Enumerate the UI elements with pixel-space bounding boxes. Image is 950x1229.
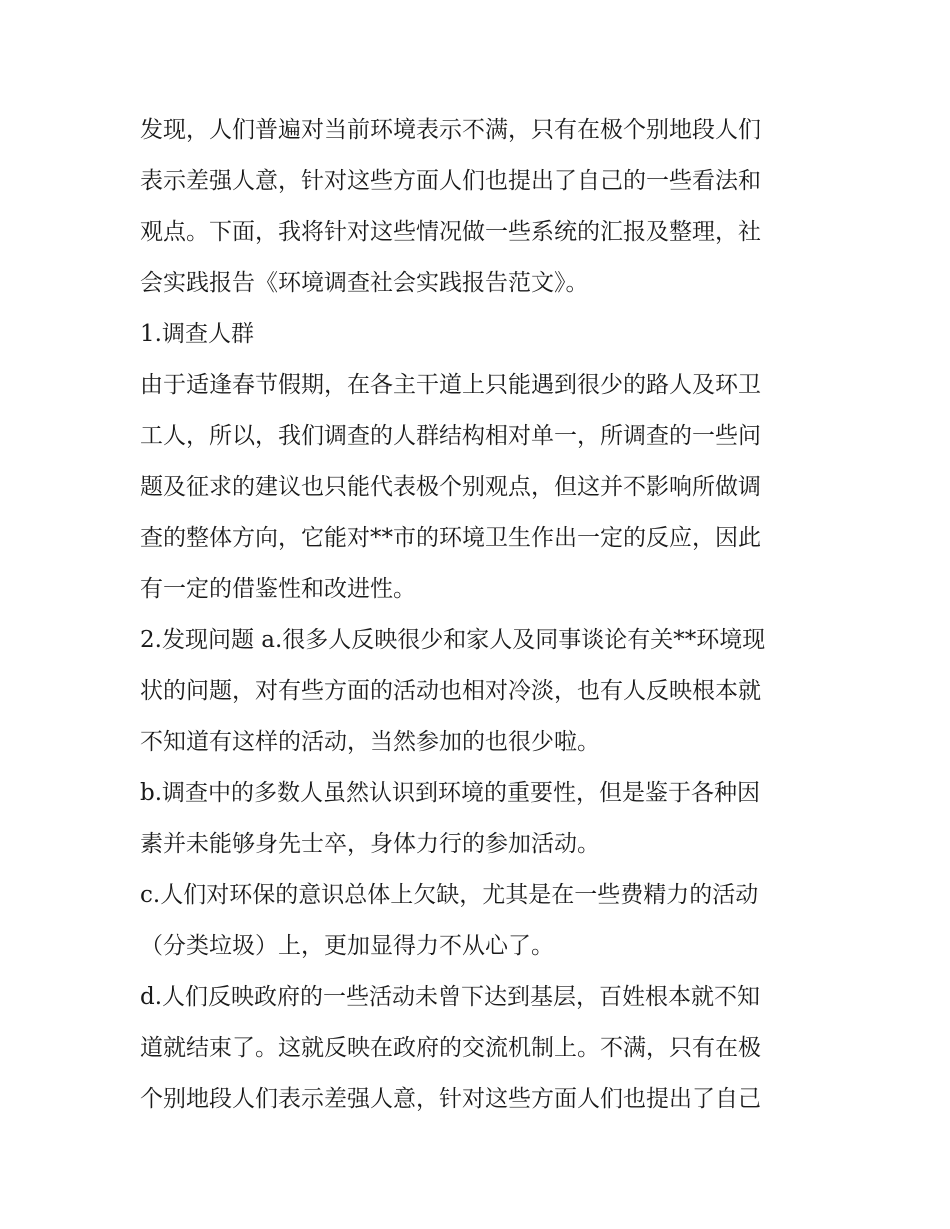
text-line: 题及征求的建议也只能代表极个别观点，但这并不影响所做调 [140, 474, 761, 500]
text-line: 表示差强人意，针对这些方面人们也提出了自己的一些看法和 [140, 168, 761, 194]
text-line: 由于适逢春节假期，在各主干道上只能遇到很少的路人及环卫 [140, 372, 761, 398]
text-line: （分类垃圾）上，更加显得力不从心了。 [140, 933, 554, 959]
text-line: 素并未能够身先士卒，身体力行的参加活动。 [140, 831, 600, 857]
text-line: 工人，所以，我们调查的人群结构相对单一，所调查的一些问 [140, 423, 761, 449]
document-body [140, 105, 815, 1125]
list-item-d: d.人们反映政府的一些活动未曾下达到基层，百姓根本就不知 [140, 984, 761, 1010]
list-item-c: c.人们对环保的意识总体上欠缺，尤其是在一些费精力的活动 [140, 882, 759, 908]
text-line: 会实践报告《环境调查社会实践报告范文》。 [140, 270, 589, 296]
text-line: 个别地段人们表示差强人意，针对这些方面人们也提出了自己 [140, 1086, 761, 1112]
text-line: 查的整体方向，它能对**市的环境卫生作出一定的反应，因此 [140, 525, 761, 551]
text-line: 状的问题，对有些方面的活动也相对冷淡，也有人反映根本就 [140, 678, 761, 704]
text-line: 观点。下面，我将针对这些情况做一些系统的汇报及整理，社 [140, 219, 761, 245]
list-item-b: b.调查中的多数人虽然认识到环境的重要性，但是鉴于各种因 [140, 780, 761, 806]
text-line: 有一定的借鉴性和改进性。 [140, 576, 416, 602]
section-heading-survey-population: 1.调查人群 [140, 321, 254, 347]
section-heading-findings: 2.发现问题 a.很多人反映很少和家人及同事谈论有关**环境现 [140, 627, 766, 653]
text-line: 发现，人们普遍对当前环境表示不满，只有在极个别地段人们 [140, 117, 761, 143]
text-line: 道就结束了。这就反映在政府的交流机制上。不满，只有在极 [140, 1035, 761, 1061]
text-line: 不知道有这样的活动，当然参加的也很少啦。 [140, 729, 600, 755]
